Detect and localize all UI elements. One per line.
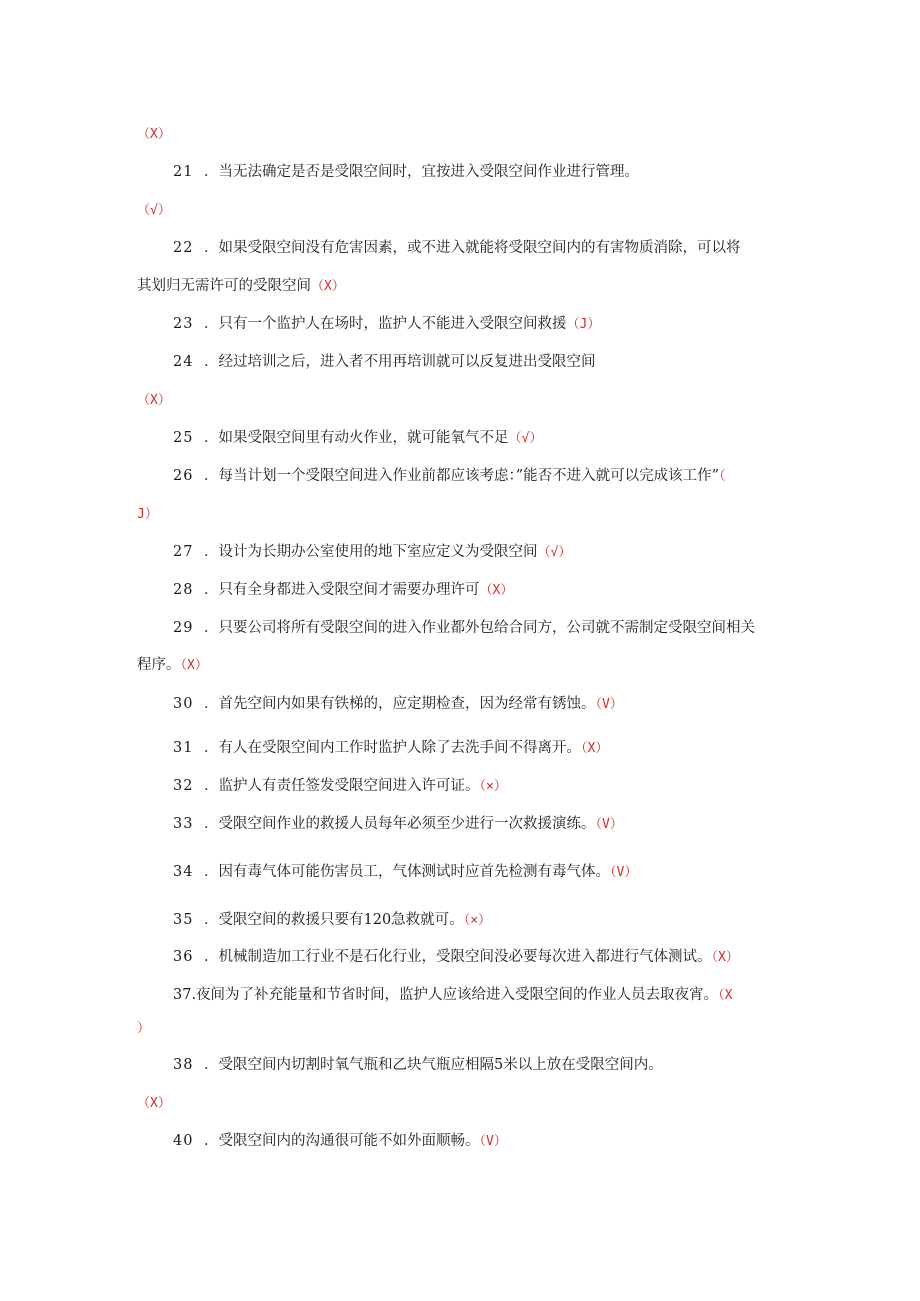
question-number: 25 [173,430,194,446]
question-text: ．当无法确定是否是受限空间时，宜按进入受限空间作业进行管理。 [204,164,639,180]
question-text: 程序。 [137,657,181,673]
question-number: 33 [173,816,194,832]
question-40 [173,1131,823,1152]
answer-mark: （J） [566,317,601,332]
question-36 [173,947,823,968]
question-text: ．因有毒气体可能伤害员工，气体测试时应首先检测有毒气体。 [204,864,610,880]
question-text: ．如果受限空间里有动火作业，就可能氧气不足 [204,430,509,446]
question-number: 27 [173,544,194,560]
question-text: .夜间为了补充能量和节省时间，监护人应该给进入受限空间的作业人员去取夜宵。 [191,987,719,1003]
question-text: ．只有一个监护人在场时，监护人不能进入受限空间救援 [204,316,567,332]
question-number: 24 [173,354,194,370]
answer-mark: （√） [508,431,543,446]
question-24 [173,352,823,372]
answer-mark: J） [137,507,158,522]
question-text: ．监护人有责任签发受限空间进入许可证。 [204,778,480,794]
question-30 [173,694,823,715]
question-21 [173,162,823,182]
answer-mark: （V） [479,1134,507,1149]
answer-mark: （X） [581,741,609,756]
answer-mark: （X） [311,279,345,294]
question-text: ．如果受限空间没有危害因素，或不进入就能将受限空间内的有害物质消除，可以将 [204,240,741,256]
question-number: 30 [173,696,194,712]
question-text: ．每当计划一个受限空间进入作业前都应该考虑：”能否不进入就可以完成该工作” [204,468,720,484]
question-28 [173,580,823,601]
question-27 [173,542,823,563]
answer-mark: （X） [137,127,171,142]
answer-mark: ） [137,1021,151,1036]
question-number: 32 [173,778,194,794]
question-25 [173,428,823,449]
question-number: 29 [173,620,194,636]
answer-mark: （ [719,469,726,484]
answer-mark: （X） [137,393,171,408]
question-number: 23 [173,316,194,332]
answer-mark: （V） [595,817,623,832]
question-number: 40 [173,1133,194,1149]
question-text: 其划归无需许可的受限空间 [137,278,311,294]
question-35 [173,910,823,931]
question-text: ．有人在受限空间内工作时监护人除了去洗手间不得离开。 [204,740,581,756]
question-31 [173,738,823,759]
question-text: ．只有全身都进入受限空间才需要办理许可 [204,582,480,598]
answer-line-37 [137,1018,787,1039]
answer-mark: （×） [479,779,507,794]
question-text: ．只要公司将所有受限空间的进入作业都外包给合同方，公司就不需制定受限空间相关 [204,620,755,636]
question-34 [173,862,823,883]
answer-mark: （√） [537,545,572,560]
question-number: 22 [173,240,194,256]
question-33 [173,814,823,835]
question-32 [173,776,823,797]
question-number: 28 [173,582,194,598]
question-text: ．经过培训之后，进入者不用再培训就可以反复进出受限空间 [204,354,596,370]
answer-mark: （×） [463,913,492,928]
question-26 [173,466,823,487]
question-number: 26 [173,468,194,484]
question-37 [173,985,823,1006]
answer-mark: （X） [479,583,514,598]
question-text: ．机械制造加工行业不是石化行业，受限空间没必要每次进入都进行气体测试。 [204,949,712,965]
answer-mark: （V） [595,697,623,712]
answer-line-38 [137,1093,787,1114]
question-38 [173,1055,823,1075]
answer-mark: （V） [610,865,638,880]
answer-mark: （X [718,988,733,1003]
question-text: ．受限空间内的沟通很可能不如外面顺畅。 [204,1133,480,1149]
question-text: ．首先空间内如果有铁梯的，应定期检查，因为经常有锈蚀。 [204,696,596,712]
question-number: 21 [173,164,194,180]
question-number: 36 [173,949,194,965]
question-number: 35 [173,912,194,928]
answer-line-20 [137,124,787,145]
answer-line-21 [137,200,787,221]
question-text: ．受限空间内切割时氧气瓶和乙块气瓶应相隔5米以上放在受限空间内。 [204,1057,663,1073]
answer-mark: （X） [180,658,208,673]
answer-line-26 [137,504,787,525]
question-number: 37 [173,987,192,1003]
question-text: ．设计为长期办公室使用的地下室应定义为受限空间 [204,544,538,560]
question-number: 34 [173,864,194,880]
answer-mark: （X） [711,950,739,965]
question-23 [173,314,823,335]
question-29-continued [137,655,787,676]
answer-mark: （X） [137,1096,171,1111]
question-29 [173,618,823,638]
question-text: ．受限空间的救援只要有120急救就可。 [204,912,464,928]
question-number: 38 [173,1057,194,1073]
question-number: 31 [173,740,194,756]
question-22-continued [137,276,787,297]
question-22 [173,238,823,258]
question-text: ．受限空间作业的救援人员每年必须至少进行一次救援演练。 [204,816,596,832]
answer-mark: （√） [137,203,171,218]
answer-line-24 [137,390,787,411]
